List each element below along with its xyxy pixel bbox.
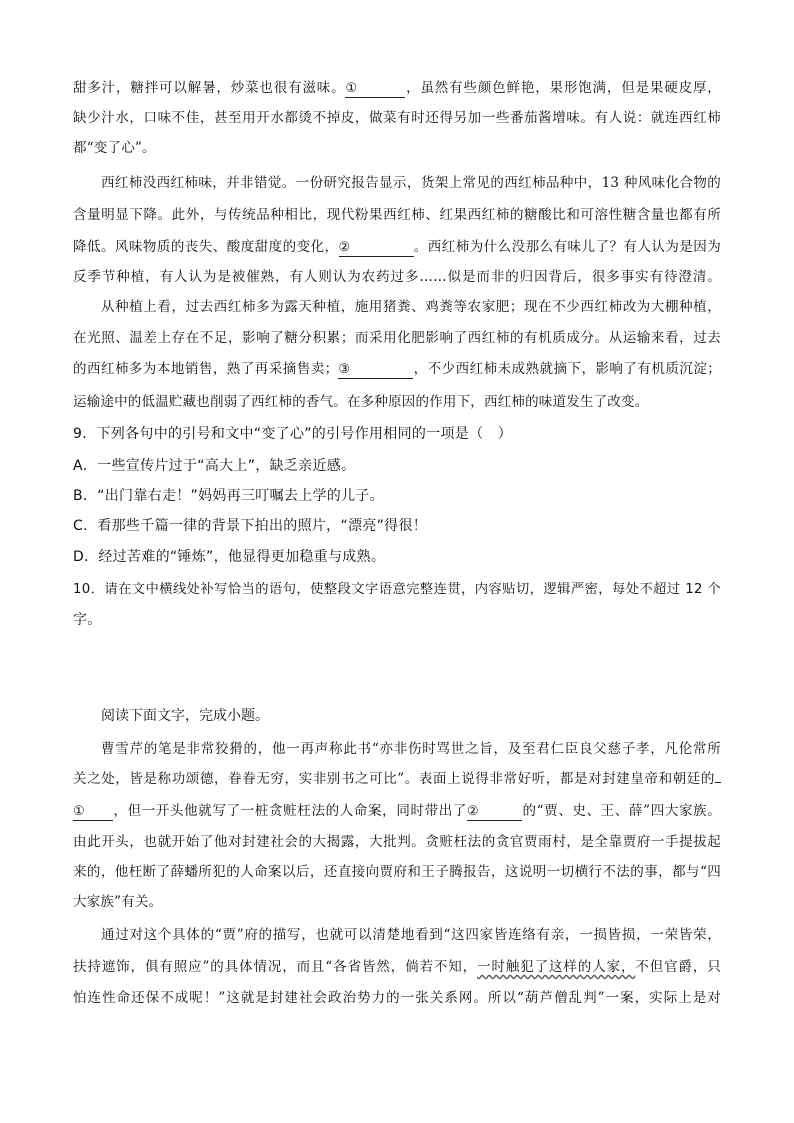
passage1-para2-line-2: 含量明显下降。此外，与传统品种相比，现代粉果西红柿、红果西红柿的糖酸比和可溶性糖含量也都有所 xyxy=(73,207,721,223)
section2-heading: 阅读下面文字，完成小题。 xyxy=(101,708,269,724)
passage1-para2-line-4: 反季节种植，有人认为是被催熟，有人则认为农药过多……似是而非的归因背后，很多事实有待澄清。 xyxy=(73,269,721,285)
blank-3[interactable]: ③ xyxy=(338,362,413,379)
question-9-stem: 9．下列各句中的引号和文中“变了心”的引号作用相同的一项是（ ） xyxy=(73,426,513,442)
passage1-line-1: 甜多汁，糖拌可以解暑，炒菜也很有滋味。① ，虽然有些颜色鲜艳，果形饱满，但是果硬皮厚， xyxy=(73,80,721,96)
section2-blank-1[interactable]: ① xyxy=(73,804,113,821)
blank-1[interactable]: ① xyxy=(345,81,405,98)
passage1-para2-line-1: 西红柿没西红柿味，并非错觉。一份研究报告显示，货架上常见的西红柿品种中，13 种风味化合物的 xyxy=(101,175,721,191)
passage1-para3-line-1: 从种植上看，过去西红柿多为露天种植，施用猪粪、鸡粪等农家肥；现在不少西红柿改为大棚种植， xyxy=(101,299,721,315)
passage1-para3-line-4: 运输途中的低温贮藏也削弱了西红柿的香气。在多种原因的作用下，西红柿的味道发生了改变。 xyxy=(73,394,649,410)
section2-para1-line-4: 由此开头，也就开始了他对封建社会的大揭露，大批判。贪赃枉法的贪官贾雨村，是全靠贾府一手提拔起 xyxy=(73,834,721,850)
passage1-line-2: 缺少汁水，口味不佳，甚至用开水都烫不掉皮，做菜有时还得另加一些番茄酱增味。有人说：就连西红柿 xyxy=(73,110,721,126)
question-9-option-c[interactable]: C．看那些千篇一律的背景下拍出的照片，“漂亮”得很！ xyxy=(73,518,428,534)
section2-blank-2[interactable]: ② xyxy=(467,804,522,821)
question-10-line-2: 字。 xyxy=(73,612,102,628)
section2-para1-line-3: ① ，但一开头他就写了一桩贪赃枉法的人命案，同时带出了② 的“贾、史、王、薛”四大家族。 xyxy=(73,803,722,819)
wavy-underlined-phrase: 一时触犯了这样的人家， xyxy=(477,959,636,975)
passage1-para2-line-3: 降低。风味物质的丧失、酸度甜度的变化，② 。西红柿为什么没那么有味儿了？有人认为是因为 xyxy=(73,239,721,255)
blank-2[interactable]: ② xyxy=(339,240,414,257)
question-9-option-a[interactable]: A．一些宣传片过于“高大上”，缺乏亲近感。 xyxy=(73,458,356,474)
section2-para2-line-2: 扶持遮饰，俱有照应”的具体情况，而且“各省皆然，倘若不知，一时触犯了这样的人家，不但官爵，只 xyxy=(73,959,722,975)
passage1-line-3: 都“变了心”。 xyxy=(73,140,156,156)
section2-para2-line-1: 通过对这个具体的“贾”府的描写，也就可以清楚地看到“这四家皆连络有亲，一损皆损，一荣皆荣， xyxy=(101,927,721,943)
section2-para1-line-5: 来的，他枉断了薛蟠所犯的人命案以后，还直接向贾府和王子腾报告，这说明一切横行不法的事，都与“四 xyxy=(73,864,721,880)
passage1-para3-line-3: 的西红柿多为本地销售，熟了再采摘售卖；③ ，不少西红柿未成熟就摘下，影响了有机质沉淀； xyxy=(73,361,721,377)
section2-para1-line-1: 曹雪芹的笔是非常狡猾的，他一再声称此书“亦非伤时骂世之旨，及至君仁臣良父慈子孝，凡伦常所 xyxy=(101,741,721,757)
blank-underline-tail xyxy=(715,782,721,783)
question-9-option-b[interactable]: B．“出门靠右走！”妈妈再三叮嘱去上学的儿子。 xyxy=(73,488,385,504)
section2-para1-line-2: 关之处，皆是称功颂德，眷眷无穷，实非别书之可比”。表面上说得非常好听，都是对封建皇帝和朝廷的 xyxy=(73,769,721,789)
question-9-option-d[interactable]: D．经过苦难的“锤炼”，他显得更加稳重与成熟。 xyxy=(73,549,386,565)
question-10-line-1: 10．请在文中横线处补写恰当的语句，使整段文字语意完整连贯，内容贴切，逻辑严密，每处不超过 12 个 xyxy=(73,582,721,597)
section2-para1-line-6: 大家族”有关。 xyxy=(73,894,163,910)
passage1-para3-line-2: 在光照、温差上存在不足，影响了糖分积累；而采用化肥影响了西红柿的有机质成分。从运输来看，过去 xyxy=(73,330,721,346)
section2-para2-line-3: 怕连性命还保不成呢！”这就是封建社会政治势力的一张关系网。所以“葫芦僧乱判”一案，实际上是对 xyxy=(73,990,721,1006)
